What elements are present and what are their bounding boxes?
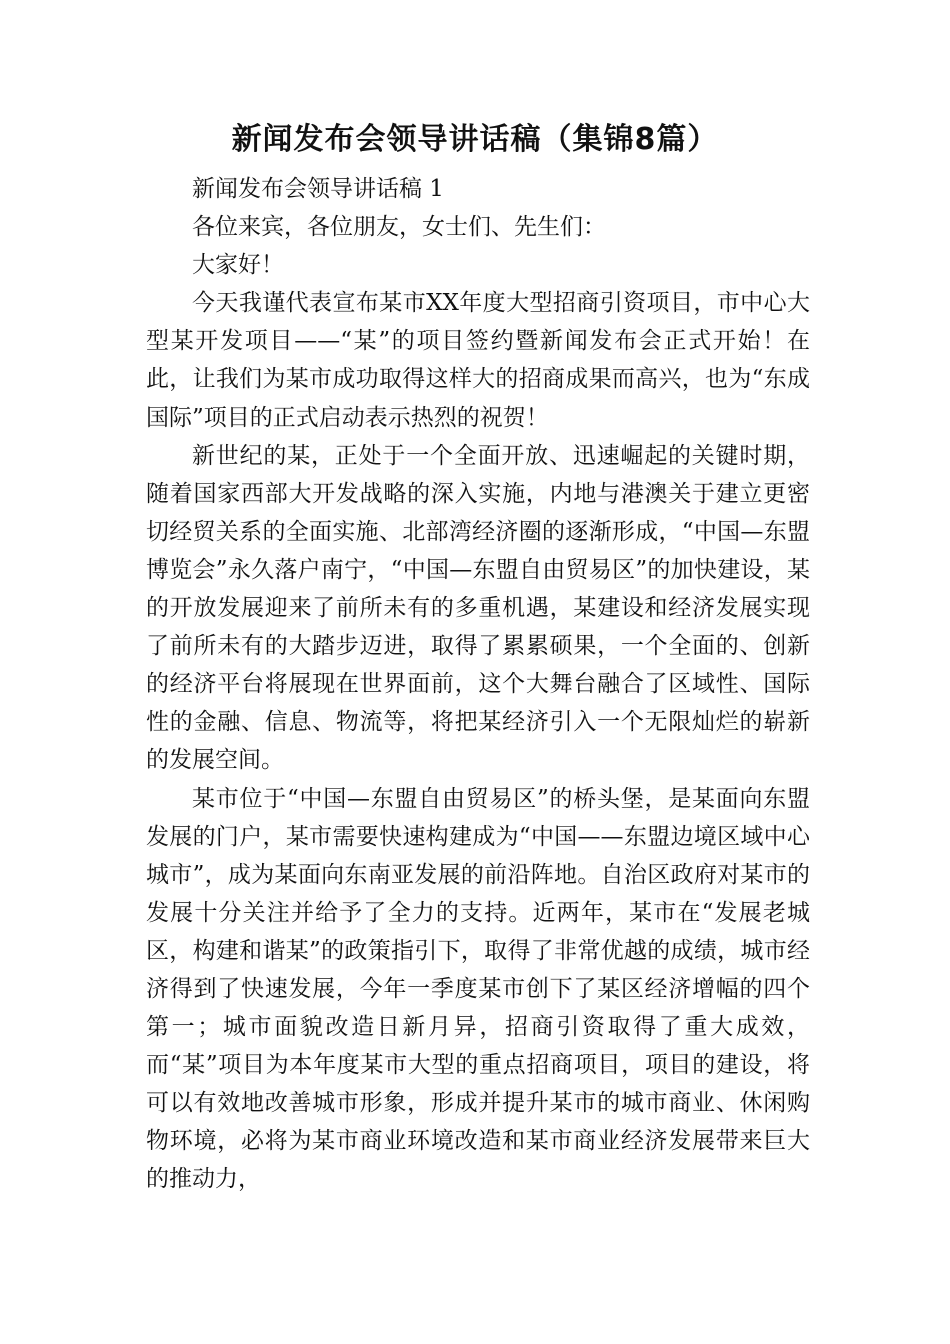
paragraph-development: 新世纪的某，正处于一个全面开放、迅速崛起的关键时期，随着国家西部大开发战略的深入实施，内地与港澳关于建立更密切经贸关系的全面实施、北部湾经济圈的逐渐形成，“中国—东盟博览会”永久落户南宁，“中国—东盟自由贸易区”的加快建设，某的开放发展迎来了前所未有的多重机遇，某建设和经济发展实现了前所未有的大踏步迈进，取得了累累硕果，一个全面的、创新的经济平台将展现在世界面前，这个大舞台融合了区域性、国际性的金融、信息、物流等，将把某经济引入一个无限灿烂的崭新的发展空间。 [146, 442, 810, 774]
greeting-line: 大家好！ [192, 252, 284, 279]
document-title: 新闻发布会领导讲话稿（集锦8篇） [231, 122, 719, 157]
paragraph-city-position: 某市位于“中国—东盟自由贸易区”的桥头堡，是某面向东盟发展的门户，某市需要快速构建成为“中国——东盟边境区域中心城市”，成为某面向东南亚发展的前沿阵地。自治区政府对某市的发展十分关注并给予了全力的支持。近两年，某市在“发展老城区，构建和谐某”的政策指引下，取得了非常优越的成绩，城市经济得到了快速发展，今年一季度某市创下了某区经济增幅的四个第一；城市面貌改造日新月异，招商引资取得了重大成效，而“某”项目为本年度某市大型的重点招商项目，项目的建设，将可以有效地改善城市形象，形成并提升某市的城市商业、休闲购物环境，必将为某市商业环境改造和某市商业经济发展带来巨大的推动力， [146, 785, 810, 1193]
document-body [146, 170, 810, 1199]
heading-line: 新闻发布会领导讲话稿 1 [192, 176, 444, 202]
salutation-line: 各位来宾，各位朋友，女士们、先生们： [192, 214, 606, 241]
paragraph-announcement: 今天我谨代表宣布某市XX年度大型招商引资项目，市中心大型某开发项目——“某”的项目签约暨新闻发布会正式开始！在此，让我们为某市成功取得这样大的招商成果而高兴，也为“东成国际”项目的正式启动表示热烈的祝贺！ [146, 290, 810, 431]
